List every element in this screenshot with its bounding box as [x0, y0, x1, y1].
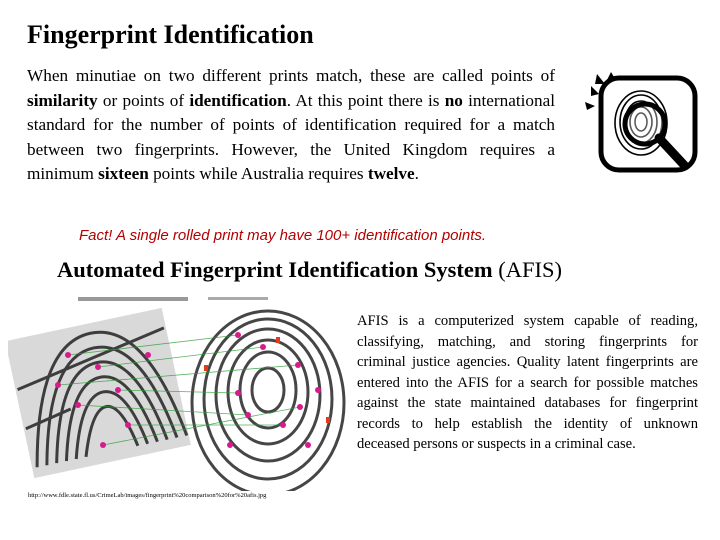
image-source-url: http://www.fdle.state.fl.us/CrimeLab/images/fingerprint%20comparison%20for%20afis.jpg	[28, 492, 267, 499]
afis-heading: Automated Fingerprint Identification System (AFIS)	[57, 257, 562, 282]
term-sixteen: sixteen	[98, 164, 149, 183]
fingerprint-magnifier-icon	[583, 72, 703, 190]
term-no: no	[444, 90, 463, 110]
intro-paragraph: When minutiae on two different prints match, these are called points of similarity or points of identification. At this point there is no international standard for the number of points of identification required for a match between two fingerprints. However, the United Kingdom requires a minimum sixteen points while Australia requires twelve.	[27, 66, 555, 183]
afis-paragraph: AFIS is a computerized system capable of reading, classifying, matching, and storing fingerprints for criminal justice agencies. Quality latent fingerprints are entered into the AFIS for a search for possible matches against the state maintained databases for fingerprint records to help establish the identity of unknown deceased persons or suspects in a criminal case.	[357, 313, 698, 452]
fingerprint-comparison-image	[8, 295, 350, 491]
page-title: Fingerprint Identification	[27, 20, 314, 49]
fact-callout: Fact! A single rolled print may have 100+ identification points.	[79, 227, 487, 244]
term-twelve: twelve	[367, 164, 415, 183]
term-identification: identification	[189, 90, 287, 110]
term-similarity: similarity	[27, 90, 98, 110]
